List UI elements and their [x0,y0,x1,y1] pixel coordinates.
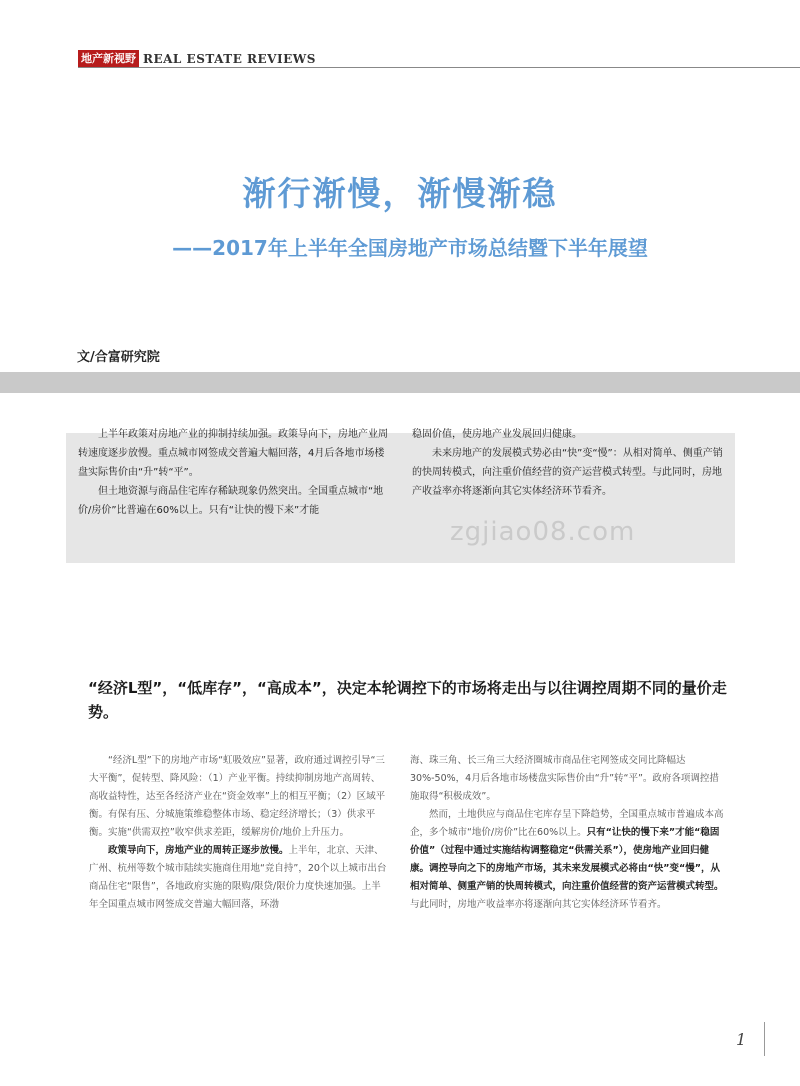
abstract-paragraph: 未来房地产的发展模式势必由“快”变“慢”：从相对简单、侧重产销的快周转模式，向注重价值经营的资产运营模式转型。与此同时，房地产收益率亦将逐渐向其它实体经济环节看齐。 [412,448,723,497]
abstract-paragraph: 但土地资源与商品住宅库存稀缺现象仍然突出。全国重点城市“地价/房价”比普遍在60%以上。只有“让快的慢下来”才能 [78,486,384,516]
body-text: 与此同时，房地产收益率亦将逐渐向其它实体经济环节看齐。 [410,899,667,910]
author-line: 文/合富研究院 [77,350,160,365]
pull-quote: “经济L型”，“低库存”，“高成本”，决定本轮调控下的市场将走出与以往调控周期不同的量价走势。 [88,679,727,721]
header-divider [78,67,800,68]
body-text: 上半年，北京、天津、广州、杭州等数个城市陆续实施商住用地“竞自持”，20个以上城市出台商品住宅“限售”，各地政府实施的限购/限贷/限价力度快速加强。上半年全国重点城市网签成交普遍大幅回落，环渤 [89,845,387,910]
watermark: zgjiao08.com [450,517,636,547]
body-paragraph [89,842,389,914]
body-paragraph: 海、珠三角、长三角三大经济圈城市商品住宅网签成交同比降幅达30%-50%，4月后各地市场楼盘实际售价由“升”转“平”。政府各项调控措施取得“积极成效”。 [410,755,719,802]
article-subtitle: ——2017年上半年全国房地产市场总结暨下半年展望 [172,236,648,260]
page-number-divider [764,1022,765,1056]
body-paragraph [410,806,726,914]
abstract-paragraph: 上半年政策对房地产业的抑制持续加强。政策导向下，房地产业周转速度逐步放慢。重点城市网签成交普遍大幅回落，4月后各地市场楼盘实际售价由“升”转“平”。 [78,429,388,478]
body-right-column [410,752,726,914]
bold-text: 只有“让快的慢下来”才能“稳固价值”（过程中通过实施结构调整稳定“供需关系”），使房地产业回归健康。调控导向之下的房地产市场，其未来发展模式必将由“快”变“慢”，从相对简单、侧重产销的快周转模式，向注重价值经营的资产运营模式转型。 [410,827,724,892]
article-title: 渐行渐慢，渐慢渐稳 [242,174,558,213]
brand-name: REAL ESTATE REVIEWS [143,51,316,66]
header [78,50,316,67]
abstract-left-column [78,425,390,520]
body-paragraph: “经济L型”下的房地产市场“虹吸效应”显著，政府通过调控引导“三大平衡”，促转型、降风险：（1）产业平衡。持续抑制房地产高周转、高收益特性，达至各经济产业在“资金效率”上的相互平衡；（2）区域平衡。有保有压、分城施策维稳整体市场、稳定经济增长；（3）供求平衡。实施“供需双控”收窄供求差距，缓解房价/地价上升压力。 [89,755,386,838]
abstract-paragraph: 稳固价值，使房地产业发展回归健康。 [412,429,582,440]
bold-lead: 政策导向下，房地产业的周转正逐步放慢。 [108,845,289,856]
brand-logo: 地产新视野 [78,50,139,67]
decorative-band [0,372,800,393]
page-number: 1 [736,1030,747,1049]
body-left-column [89,752,389,914]
abstract-right-column [412,425,728,501]
body-text: 然而，土地供应与商品住宅库存呈下降趋势，全国重点城市普遍成本高企，多个城市“地价/房价”比在60%以上。 [410,809,724,838]
